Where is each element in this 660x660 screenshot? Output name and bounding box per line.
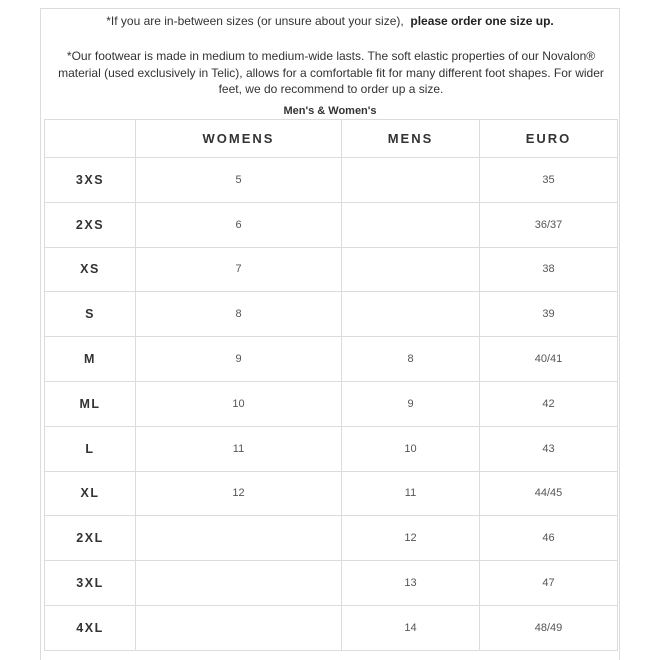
table-row [45, 561, 618, 606]
cell-size: 2XS [45, 202, 136, 247]
cell-size: XS [45, 247, 136, 292]
table-row [45, 247, 618, 292]
cell-mens: 12 [342, 516, 480, 561]
cell-womens: 9 [136, 337, 342, 382]
table-row [45, 471, 618, 516]
cell-size: 3XL [45, 561, 136, 606]
cell-mens: 11 [342, 471, 480, 516]
cell-womens: 5 [136, 158, 342, 203]
cell-euro: 38 [480, 247, 618, 292]
cell-womens [136, 516, 342, 561]
table-header-row [45, 120, 618, 158]
table-row [45, 381, 618, 426]
size-chart-table [44, 119, 618, 651]
cell-euro: 47 [480, 561, 618, 606]
cell-size: 4XL [45, 605, 136, 650]
cell-womens: 8 [136, 292, 342, 337]
cell-size: S [45, 292, 136, 337]
cell-mens: 8 [342, 337, 480, 382]
cell-size: XL [45, 471, 136, 516]
cell-size: L [45, 426, 136, 471]
cell-euro: 40/41 [480, 337, 618, 382]
cell-mens [342, 292, 480, 337]
cell-womens [136, 605, 342, 650]
header-womens: WOMENS [136, 120, 342, 158]
cell-womens: 10 [136, 381, 342, 426]
cell-womens: 6 [136, 202, 342, 247]
header-euro: EURO [480, 120, 618, 158]
table-row [45, 516, 618, 561]
table-row [45, 292, 618, 337]
size-note [0, 14, 660, 28]
cell-euro: 44/45 [480, 471, 618, 516]
table-row [45, 605, 618, 650]
cell-mens: 10 [342, 426, 480, 471]
table-row [45, 426, 618, 471]
cell-womens: 11 [136, 426, 342, 471]
cell-euro: 36/37 [480, 202, 618, 247]
table-row [45, 158, 618, 203]
cell-mens: 9 [342, 381, 480, 426]
cell-womens: 7 [136, 247, 342, 292]
cell-mens [342, 247, 480, 292]
cell-euro: 39 [480, 292, 618, 337]
cell-euro: 48/49 [480, 605, 618, 650]
table-title: Men's & Women's [283, 105, 377, 117]
cell-womens [136, 561, 342, 606]
cell-size: 2XL [45, 516, 136, 561]
cell-mens: 14 [342, 605, 480, 650]
table-row [45, 337, 618, 382]
cell-euro: 42 [480, 381, 618, 426]
header-size [45, 120, 136, 158]
cell-mens: 13 [342, 561, 480, 606]
cell-euro: 35 [480, 158, 618, 203]
cell-euro: 46 [480, 516, 618, 561]
cell-size: ML [45, 381, 136, 426]
size-note-emphasis: please order one size up. [410, 14, 554, 28]
cell-womens: 12 [136, 471, 342, 516]
table-row [45, 202, 618, 247]
header-mens: MENS [342, 120, 480, 158]
cell-mens [342, 202, 480, 247]
cell-euro: 43 [480, 426, 618, 471]
cell-size: M [45, 337, 136, 382]
fit-note: *Our footwear is made in medium to medium-wide lasts. The soft elastic properties of our Novalon® material (used exclusively in Telic), allows for a comfortable fit for many different foot shapes. For wider feet, we do recommend to order up a size. [58, 49, 604, 96]
cell-size: 3XS [45, 158, 136, 203]
size-note-text: *If you are in-between sizes (or unsure about your size), [106, 14, 404, 28]
cell-mens [342, 158, 480, 203]
